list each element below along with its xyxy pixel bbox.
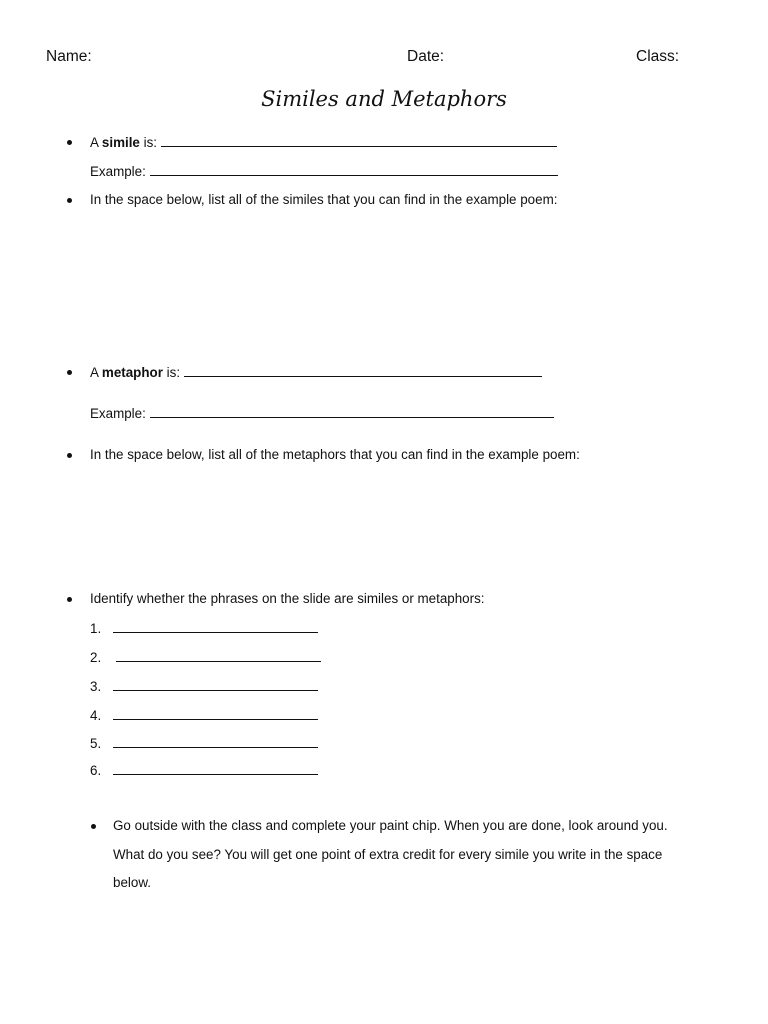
metaphor-instruction: In the space below, list all of the metaphors that you can find in the example poem: [90, 447, 580, 462]
bullet-icon [67, 597, 72, 602]
simile-instruction: In the space below, list all of the similes that you can find in the example poem: [90, 192, 558, 207]
extra-credit-line-2: What do you see? You will get one point of extra credit for every simile you write in the space [113, 847, 663, 862]
answer-blank[interactable] [113, 620, 318, 633]
metaphor-term: metaphor [101, 365, 163, 380]
metaphor-example-label: Example: [90, 406, 146, 421]
numbered-item [90, 762, 318, 778]
item-number: 6. [90, 763, 102, 778]
item-number: 1. [90, 621, 102, 636]
metaphor-pre: A [90, 365, 102, 380]
bullet-icon [67, 453, 72, 458]
answer-blank[interactable] [113, 762, 318, 775]
simile-pre: A [90, 135, 102, 150]
metaphor-definition-line [90, 364, 542, 380]
numbered-item [90, 735, 318, 751]
date-label: Date: [407, 48, 445, 65]
metaphor-example-line [90, 405, 554, 421]
answer-blank[interactable] [113, 707, 318, 720]
extra-credit-line-1: Go outside with the class and complete your paint chip. When you are done, look around you. [113, 818, 668, 833]
class-label: Class: [636, 48, 680, 65]
metaphor-example-blank[interactable] [150, 405, 554, 418]
name-label: Name: [46, 48, 92, 65]
bullet-icon [67, 370, 72, 375]
numbered-item [90, 678, 318, 694]
item-number: 3. [90, 679, 102, 694]
page-title: Similes and Metaphors [261, 87, 507, 111]
simile-post: is: [139, 135, 158, 150]
bullet-icon [67, 140, 72, 145]
metaphor-definition-blank[interactable] [184, 364, 542, 377]
simile-definition-line [90, 134, 557, 150]
bullet-icon [91, 824, 96, 829]
bullet-icon [67, 198, 72, 203]
numbered-item [90, 649, 321, 665]
answer-blank[interactable] [113, 735, 318, 748]
metaphor-post: is: [162, 365, 181, 380]
simile-term: simile [101, 135, 140, 150]
simile-example-label: Example: [90, 164, 146, 179]
simile-definition-blank[interactable] [161, 134, 557, 147]
item-number: 5. [90, 736, 102, 751]
item-number: 2. [90, 650, 102, 665]
identify-instruction: Identify whether the phrases on the slide are similes or metaphors: [90, 591, 485, 606]
extra-credit-line-3: below. [113, 875, 151, 890]
item-number: 4. [90, 708, 102, 723]
simile-example-blank[interactable] [150, 163, 558, 176]
numbered-item [90, 707, 318, 723]
numbered-item [90, 620, 318, 636]
answer-blank[interactable] [116, 649, 321, 662]
answer-blank[interactable] [113, 678, 318, 691]
simile-example-line [90, 163, 558, 179]
